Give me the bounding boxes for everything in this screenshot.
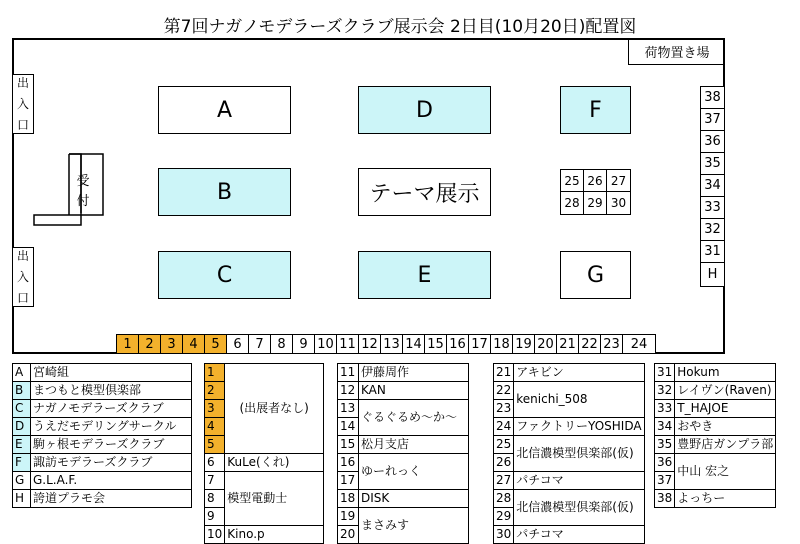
legend-key: D bbox=[13, 418, 31, 436]
table-30: 30 bbox=[606, 191, 631, 215]
legend-name: ファクトリーYOSHIDA bbox=[514, 418, 644, 436]
table-9: 9 bbox=[292, 334, 315, 354]
legend-num: 3 bbox=[205, 400, 225, 418]
legend-name: KuLe(くれ) bbox=[225, 454, 324, 472]
table-3: 3 bbox=[160, 334, 183, 354]
legend-num: 29 bbox=[494, 508, 514, 526]
entrance-top bbox=[12, 74, 34, 134]
legend-row bbox=[13, 472, 192, 490]
table-11: 11 bbox=[336, 334, 359, 354]
legend-name: kenichi_508 bbox=[514, 382, 644, 418]
block-b: B bbox=[158, 168, 291, 216]
legend-num: 10 bbox=[205, 526, 225, 544]
legend-name: パチコマ bbox=[514, 526, 644, 544]
legend-name: 誇道プラモ会 bbox=[31, 490, 192, 508]
legend-name: 豊野店ガンプラ部 bbox=[675, 436, 776, 454]
legend-num: 27 bbox=[494, 472, 514, 490]
legend-num: 36 bbox=[655, 454, 675, 472]
legend-row bbox=[13, 400, 192, 418]
legend-num: 8 bbox=[205, 490, 225, 508]
legend-name: うえだモデリングサークル bbox=[31, 418, 192, 436]
table-31: 31 bbox=[700, 240, 725, 263]
table-37: 37 bbox=[700, 108, 725, 131]
legend-num: 21 bbox=[494, 364, 514, 382]
table-29: 29 bbox=[583, 191, 607, 215]
door-char: 出 bbox=[16, 248, 29, 263]
table-13: 13 bbox=[380, 334, 403, 354]
legend-key: E bbox=[13, 436, 31, 454]
legend-name: 伊藤周作 bbox=[359, 364, 469, 382]
legend-name: G.L.A.F. bbox=[31, 472, 192, 490]
table-12: 12 bbox=[358, 334, 381, 354]
legend-num: 30 bbox=[494, 526, 514, 544]
table-35: 35 bbox=[700, 152, 725, 175]
table-33: 33 bbox=[700, 196, 725, 219]
legend-name: おやき bbox=[675, 418, 776, 436]
legend-num: 4 bbox=[205, 418, 225, 436]
legend-name: KAN bbox=[359, 382, 469, 400]
block-g: G bbox=[560, 251, 631, 299]
legend-name: 松月支店 bbox=[359, 436, 469, 454]
table-26: 26 bbox=[583, 169, 607, 192]
reception-label: 受 付 bbox=[76, 174, 90, 209]
legend-groups bbox=[12, 363, 192, 508]
legend-num: 18 bbox=[338, 490, 359, 508]
legend-row bbox=[13, 490, 192, 508]
block-f: F bbox=[560, 86, 631, 134]
legend-num: 22 bbox=[494, 382, 514, 400]
legend-key: A bbox=[13, 364, 31, 382]
legend-num: 16 bbox=[338, 454, 359, 472]
legend-none: (出展者なし) bbox=[225, 364, 324, 454]
legend-num: 6 bbox=[205, 454, 225, 472]
legend-num: 9 bbox=[205, 508, 225, 526]
door-char: 出 bbox=[16, 75, 29, 90]
legend-key: G bbox=[13, 472, 31, 490]
legend-name: ナガノモデラーズクラブ bbox=[31, 400, 192, 418]
legend-name: まつもと模型倶楽部 bbox=[31, 382, 192, 400]
legend-num: 24 bbox=[494, 418, 514, 436]
table-20: 20 bbox=[534, 334, 557, 354]
legend-tables-21-30 bbox=[493, 363, 645, 544]
legend-num: 38 bbox=[655, 490, 675, 508]
legend-num: 35 bbox=[655, 436, 675, 454]
block-d: D bbox=[358, 86, 491, 134]
legend-row bbox=[13, 382, 192, 400]
table-17: 17 bbox=[468, 334, 491, 354]
table-14: 14 bbox=[402, 334, 425, 354]
legend-name: 諏訪モデラーズクラブ bbox=[31, 454, 192, 472]
legend-tables-1-10 bbox=[204, 363, 324, 544]
table-4: 4 bbox=[182, 334, 205, 354]
legend-name: 模型電動士 bbox=[225, 472, 324, 526]
legend-num: 26 bbox=[494, 454, 514, 472]
entrance-bottom bbox=[12, 247, 34, 307]
block-a: A bbox=[158, 86, 291, 134]
legend-num: 15 bbox=[338, 436, 359, 454]
table-2: 2 bbox=[138, 334, 161, 354]
legend-num: 25 bbox=[494, 436, 514, 454]
legend-key: B bbox=[13, 382, 31, 400]
legend-key: F bbox=[13, 454, 31, 472]
legend-num: 31 bbox=[655, 364, 675, 382]
legend-name: ゆーれっく bbox=[359, 454, 469, 490]
legend-row bbox=[13, 454, 192, 472]
legend-num: 34 bbox=[655, 418, 675, 436]
table-10: 10 bbox=[314, 334, 337, 354]
legend-num: 11 bbox=[338, 364, 359, 382]
block-e: E bbox=[358, 251, 491, 299]
door-char: 口 bbox=[16, 290, 29, 305]
legend-num: 37 bbox=[655, 472, 675, 490]
block-theme: テーマ展示 bbox=[358, 168, 491, 216]
table-21: 21 bbox=[556, 334, 579, 354]
legend-tables-31-38 bbox=[654, 363, 776, 508]
table-8: 8 bbox=[270, 334, 293, 354]
legend-name: 中山 宏之 bbox=[675, 454, 776, 490]
legend-num: 28 bbox=[494, 490, 514, 508]
legend-num: 1 bbox=[205, 364, 225, 382]
legend-num: 12 bbox=[338, 382, 359, 400]
legend-num: 19 bbox=[338, 508, 359, 526]
block-c: C bbox=[158, 251, 291, 299]
table-19: 19 bbox=[512, 334, 535, 354]
table-24: 24 bbox=[622, 334, 656, 354]
legend-name: アキビン bbox=[514, 364, 644, 382]
table-34: 34 bbox=[700, 174, 725, 197]
legend-num: 2 bbox=[205, 382, 225, 400]
table-36: 36 bbox=[700, 130, 725, 153]
legend-row bbox=[13, 436, 192, 454]
table-32: 32 bbox=[700, 218, 725, 241]
table-6: 6 bbox=[226, 334, 249, 354]
table-25: 25 bbox=[560, 169, 584, 192]
table-16: 16 bbox=[446, 334, 469, 354]
door-char: 口 bbox=[16, 117, 29, 132]
legend-num: 32 bbox=[655, 382, 675, 400]
legend-num: 7 bbox=[205, 472, 225, 490]
legend-name: 宮崎組 bbox=[31, 364, 192, 382]
legend-name: パチコマ bbox=[514, 472, 644, 490]
table-5: 5 bbox=[204, 334, 227, 354]
table-15: 15 bbox=[424, 334, 447, 354]
table-38: 38 bbox=[700, 86, 725, 109]
legend-num: 5 bbox=[205, 436, 225, 454]
legend-name: 駒ヶ根モデラーズクラブ bbox=[31, 436, 192, 454]
legend-num: 20 bbox=[338, 526, 359, 544]
reception-desk-shape bbox=[33, 153, 105, 231]
legend-key: H bbox=[13, 490, 31, 508]
legend-name: 北信濃模型倶楽部(仮) bbox=[514, 436, 644, 472]
legend-tables-11-20 bbox=[337, 363, 469, 544]
legend-row bbox=[13, 364, 192, 382]
legend-num: 33 bbox=[655, 400, 675, 418]
legend-name: ぐるぐるめ～か～ bbox=[359, 400, 469, 436]
legend-name: DISK bbox=[359, 490, 469, 508]
legend-key: C bbox=[13, 400, 31, 418]
legend-name: Kino.p bbox=[225, 526, 324, 544]
legend-num: 23 bbox=[494, 400, 514, 418]
table-23: 23 bbox=[600, 334, 623, 354]
table-18: 18 bbox=[490, 334, 513, 354]
storage-area bbox=[628, 38, 725, 65]
door-char: 入 bbox=[16, 96, 29, 111]
page-title: 第7回ナガノモデラーズクラブ展示会 2日目(10月20日)配置図 bbox=[163, 17, 637, 37]
table-1: 1 bbox=[116, 334, 139, 354]
storage-label: 荷物置き場 bbox=[644, 45, 710, 61]
table-h: H bbox=[700, 262, 725, 287]
legend-row bbox=[13, 418, 192, 436]
table-27: 27 bbox=[606, 169, 631, 192]
legend-num: 17 bbox=[338, 472, 359, 490]
legend-num: 14 bbox=[338, 418, 359, 436]
legend-name: レイヴン(Raven) bbox=[675, 382, 776, 400]
legend-name: T_HAJOE bbox=[675, 400, 776, 418]
legend-name: 北信濃模型倶楽部(仮) bbox=[514, 490, 644, 526]
legend-name: まさみす bbox=[359, 508, 469, 544]
table-7: 7 bbox=[248, 334, 271, 354]
legend-name: Hokum bbox=[675, 364, 776, 382]
legend-name: よっちー bbox=[675, 490, 776, 508]
door-char: 入 bbox=[16, 269, 29, 284]
table-22: 22 bbox=[578, 334, 601, 354]
legend-num: 13 bbox=[338, 400, 359, 418]
table-28: 28 bbox=[560, 191, 584, 215]
